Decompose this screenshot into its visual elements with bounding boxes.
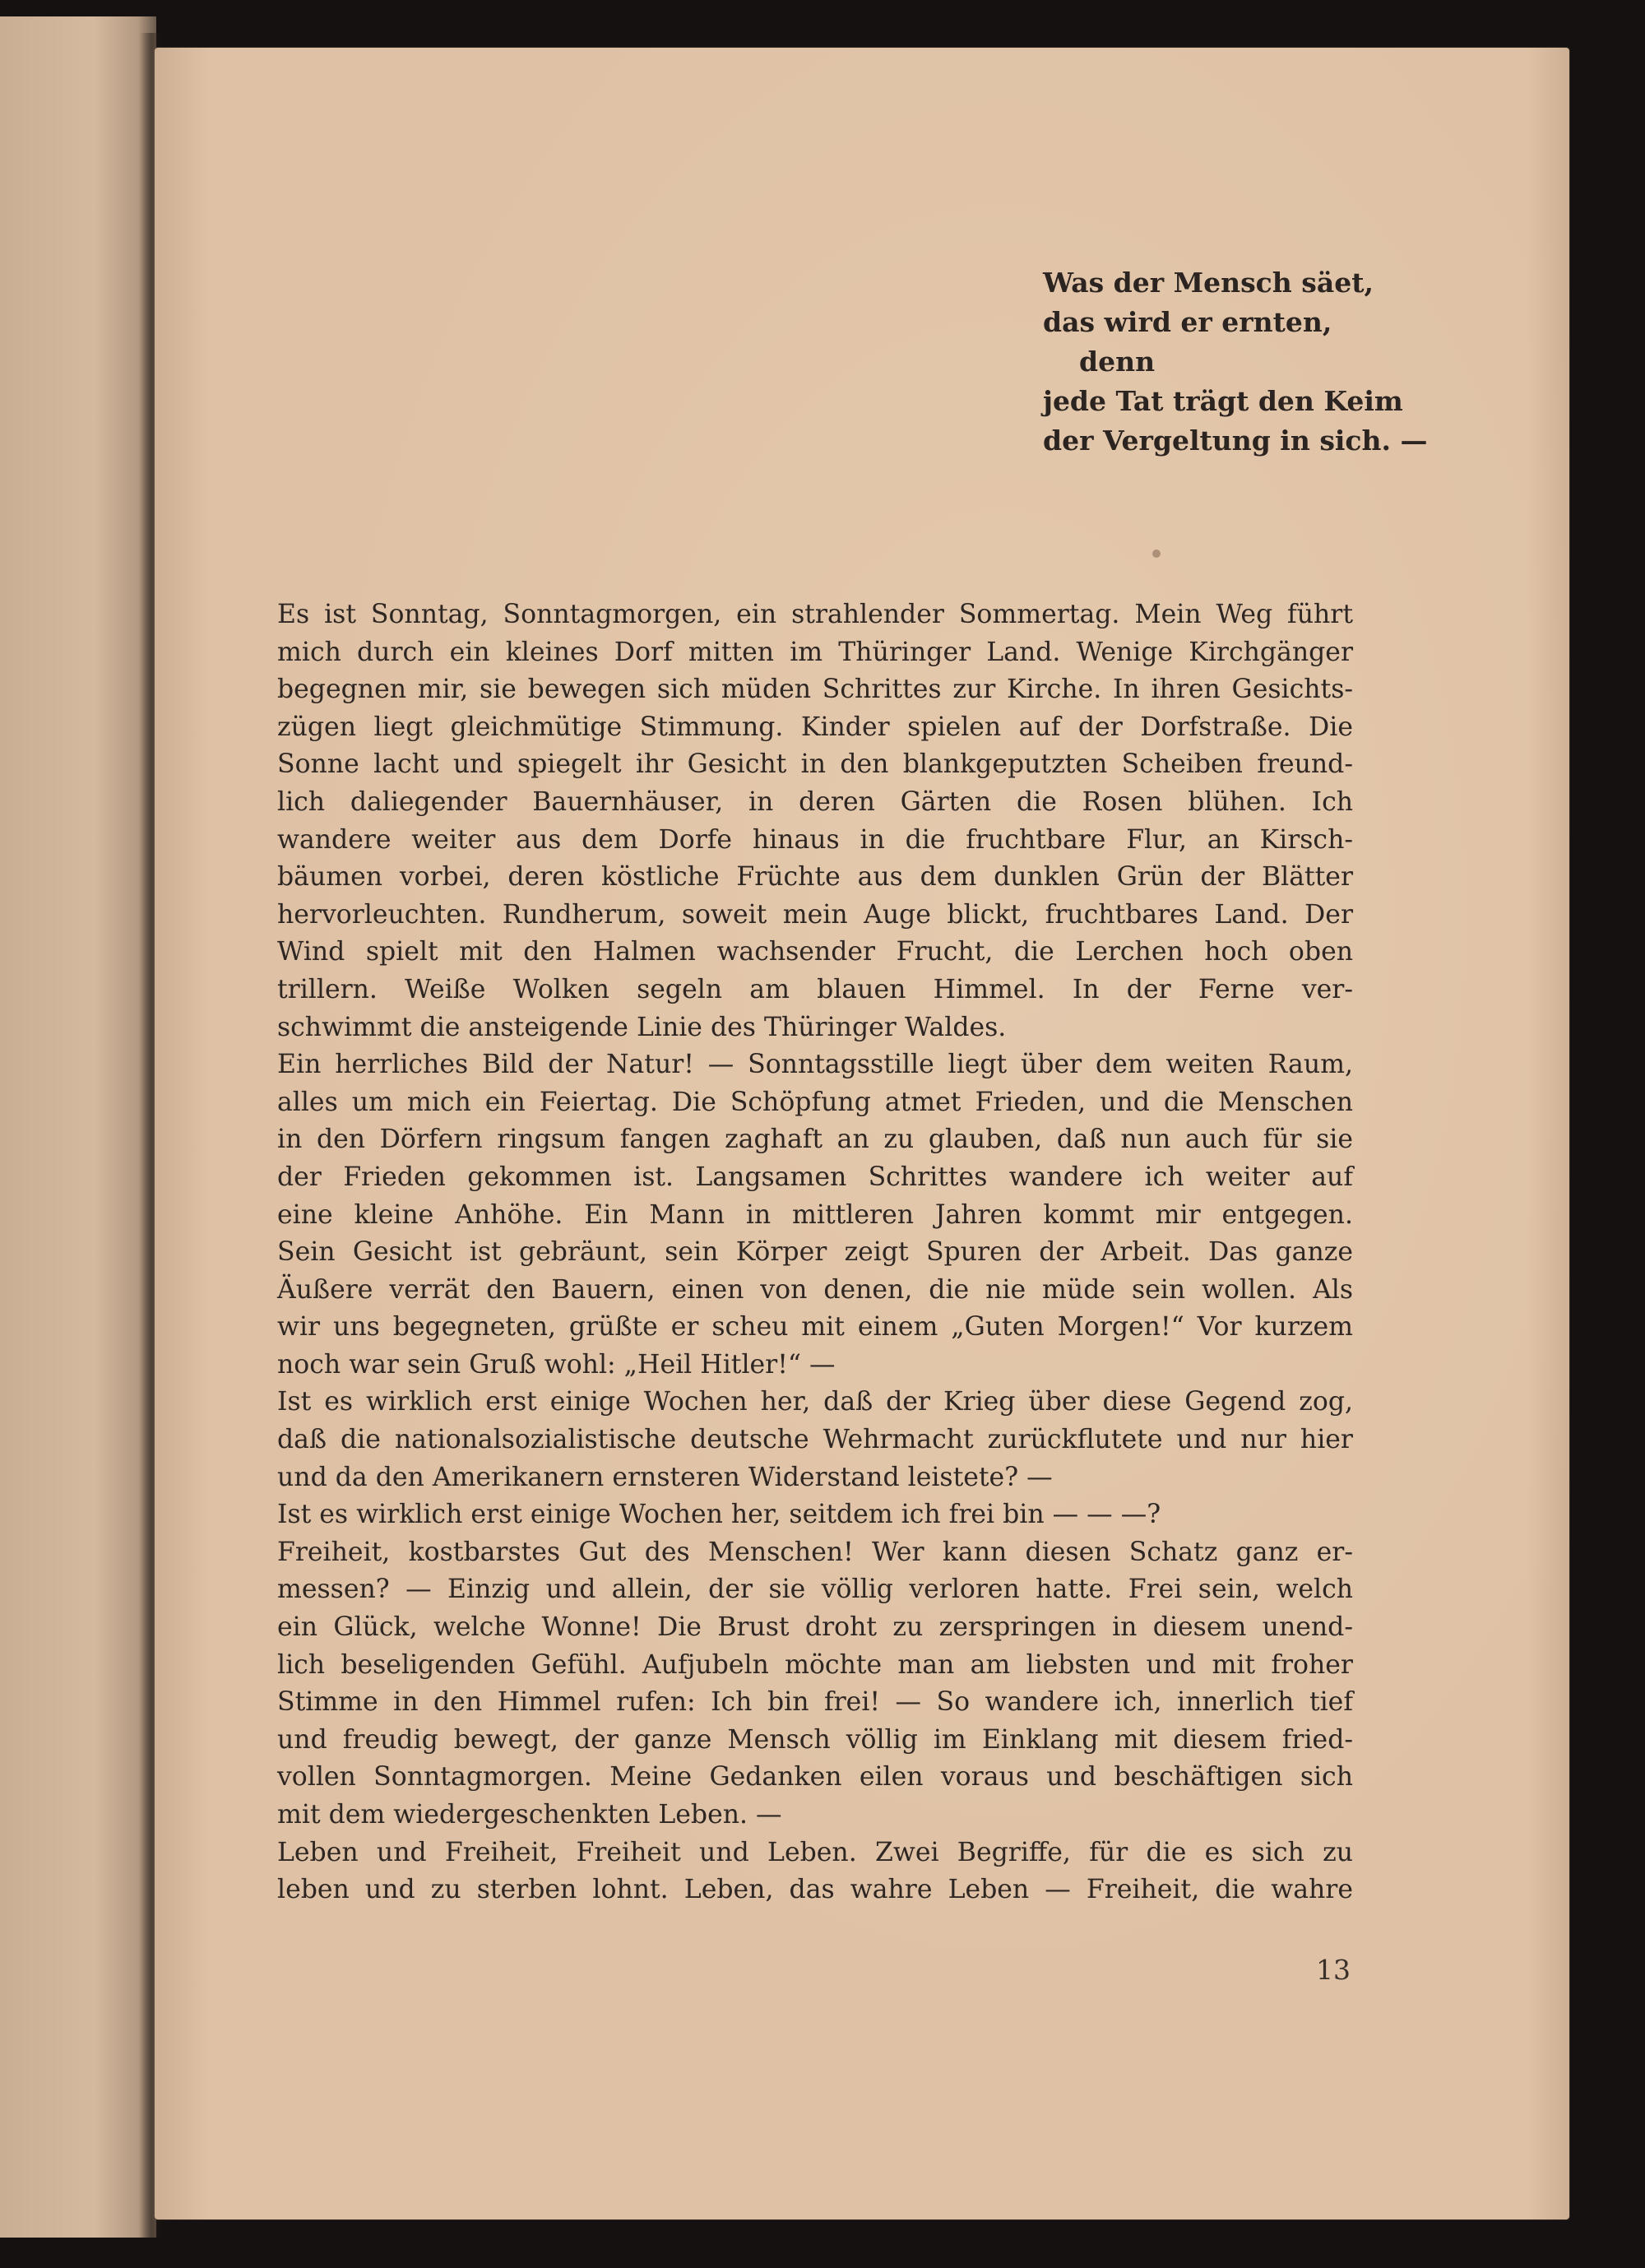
text-line: der Frieden gekommen ist. Langsamen Schrittes wandere ich weiter auf [277, 1162, 1353, 1192]
text-line: noch war sein Gruß wohl: „Heil Hitler!“ — [277, 1349, 836, 1380]
text-line: begegnen mir, sie bewegen sich müden Schrittes zur Kirche. In ihren Gesichts- [277, 675, 1353, 705]
text-line: lich beseligenden Gefühl. Aufjubeln möchte man am liebsten und mit froher [277, 1649, 1353, 1680]
epigraph-line: jede Tat trägt den Keim [1043, 385, 1403, 417]
body-text [277, 596, 1353, 1909]
text-line: Sonne lacht und spiegelt ihr Gesicht in den blankgeputzten Scheiben freund- [277, 749, 1353, 780]
text-line: daß die nationalsozialistische deutsche Wehrmacht zurückflutete und nur hier [277, 1425, 1353, 1455]
text-line: in den Dörfern ringsum fangen zaghaft an zu glauben, daß nun auch für sie [277, 1125, 1353, 1155]
text-line: und freudig bewegt, der ganze Mensch völlig im Einklang mit diesem fried- [277, 1724, 1353, 1755]
text-line: wandere weiter aus dem Dorfe hinaus in die fruchtbare Flur, an Kirsch- [277, 824, 1353, 855]
text-line: zügen liegt gleichmütige Stimmung. Kinder spielen auf der Dorfstraße. Die [277, 712, 1353, 742]
text-line: lich daliegender Bauernhäuser, in deren Gärten die Rosen blühen. Ich [277, 786, 1353, 817]
text-line: hervorleuchten. Rundherum, soweit mein Auge blickt, fruchtbares Land. Der [277, 899, 1353, 930]
text-line: trillern. Weiße Wolken segeln am blauen Himmel. In der Ferne ver- [277, 974, 1353, 1004]
text-line: Äußere verrät den Bauern, einen von denen, die nie müde sein wollen. Als [277, 1274, 1353, 1305]
text-line: Stimme in den Himmel rufen: Ich bin frei! — So wandere ich, innerlich tief [277, 1687, 1353, 1718]
text-line: mich durch ein kleines Dorf mitten im Thüringer Land. Wenige Kirchgänger [277, 637, 1353, 667]
text-line: Ist es wirklich erst einige Wochen her, seitdem ich frei bin — — —? [277, 1500, 1161, 1530]
text-line: und da den Amerikanern ernsteren Widerstand leistete? — [277, 1462, 1053, 1492]
text-line: mit dem wiedergeschenkten Leben. — [277, 1800, 782, 1830]
text-line: Leben und Freiheit, Freiheit und Leben. Zwei Begriffe, für die es sich zu [277, 1837, 1353, 1867]
text-line: alles um mich ein Feiertag. Die Schöpfung atmet Frieden, und die Menschen [277, 1087, 1353, 1117]
text-line: schwimmt die ansteigende Linie des Thüringer Waldes. [277, 1012, 1007, 1042]
text-line: ein Glück, welche Wonne! Die Brust droht zu zerspringen in diesem unend- [277, 1612, 1353, 1643]
text-line: Freiheit, kostbarstes Gut des Menschen! Wer kann diesen Schatz ganz er- [277, 1537, 1353, 1567]
text-line: vollen Sonntagmorgen. Meine Gedanken eilen voraus und beschäftigen sich [277, 1762, 1353, 1793]
epigraph [1043, 263, 1428, 461]
text-line: messen? — Einzig und allein, der sie völlig verloren hatte. Frei sein, welch [277, 1575, 1353, 1605]
epigraph-line: das wird er ernten, [1043, 306, 1332, 338]
text-line: leben und zu sterben lohnt. Leben, das wahre Leben — Freiheit, die wahre [277, 1875, 1353, 1905]
page-number: 13 [1316, 1954, 1351, 1986]
text-line: Es ist Sonntag, Sonntagmorgen, ein strahlender Sommertag. Mein Weg führt [277, 600, 1353, 629]
text-line: Wind spielt mit den Halmen wachsender Frucht, die Lerchen hoch oben [277, 937, 1353, 967]
left-page-edge [0, 16, 156, 2238]
text-line: eine kleine Anhöhe. Ein Mann in mittleren Jahren kommt mir entgegen. [277, 1199, 1353, 1230]
paper-speck [1152, 550, 1161, 558]
epigraph-line: Was der Mensch säet, [1043, 267, 1374, 299]
text-line: Ein herrliches Bild der Natur! — Sonntagsstille liegt über dem weiten Raum, [277, 1050, 1353, 1080]
text-line: bäumen vorbei, deren köstliche Früchte aus dem dunklen Grün der Blätter [277, 862, 1353, 893]
text-line: wir uns begegneten, grüßte er scheu mit einem „Guten Morgen!“ Vor kurzem [277, 1312, 1353, 1343]
epigraph-line: der Vergeltung in sich. — [1043, 424, 1428, 457]
text-line: Sein Gesicht ist gebräunt, sein Körper zeigt Spuren der Arbeit. Das ganze [277, 1237, 1353, 1268]
text-line: Ist es wirklich erst einige Wochen her, daß der Krieg über diese Gegend zog, [277, 1387, 1353, 1417]
epigraph-line: denn [1079, 346, 1156, 378]
